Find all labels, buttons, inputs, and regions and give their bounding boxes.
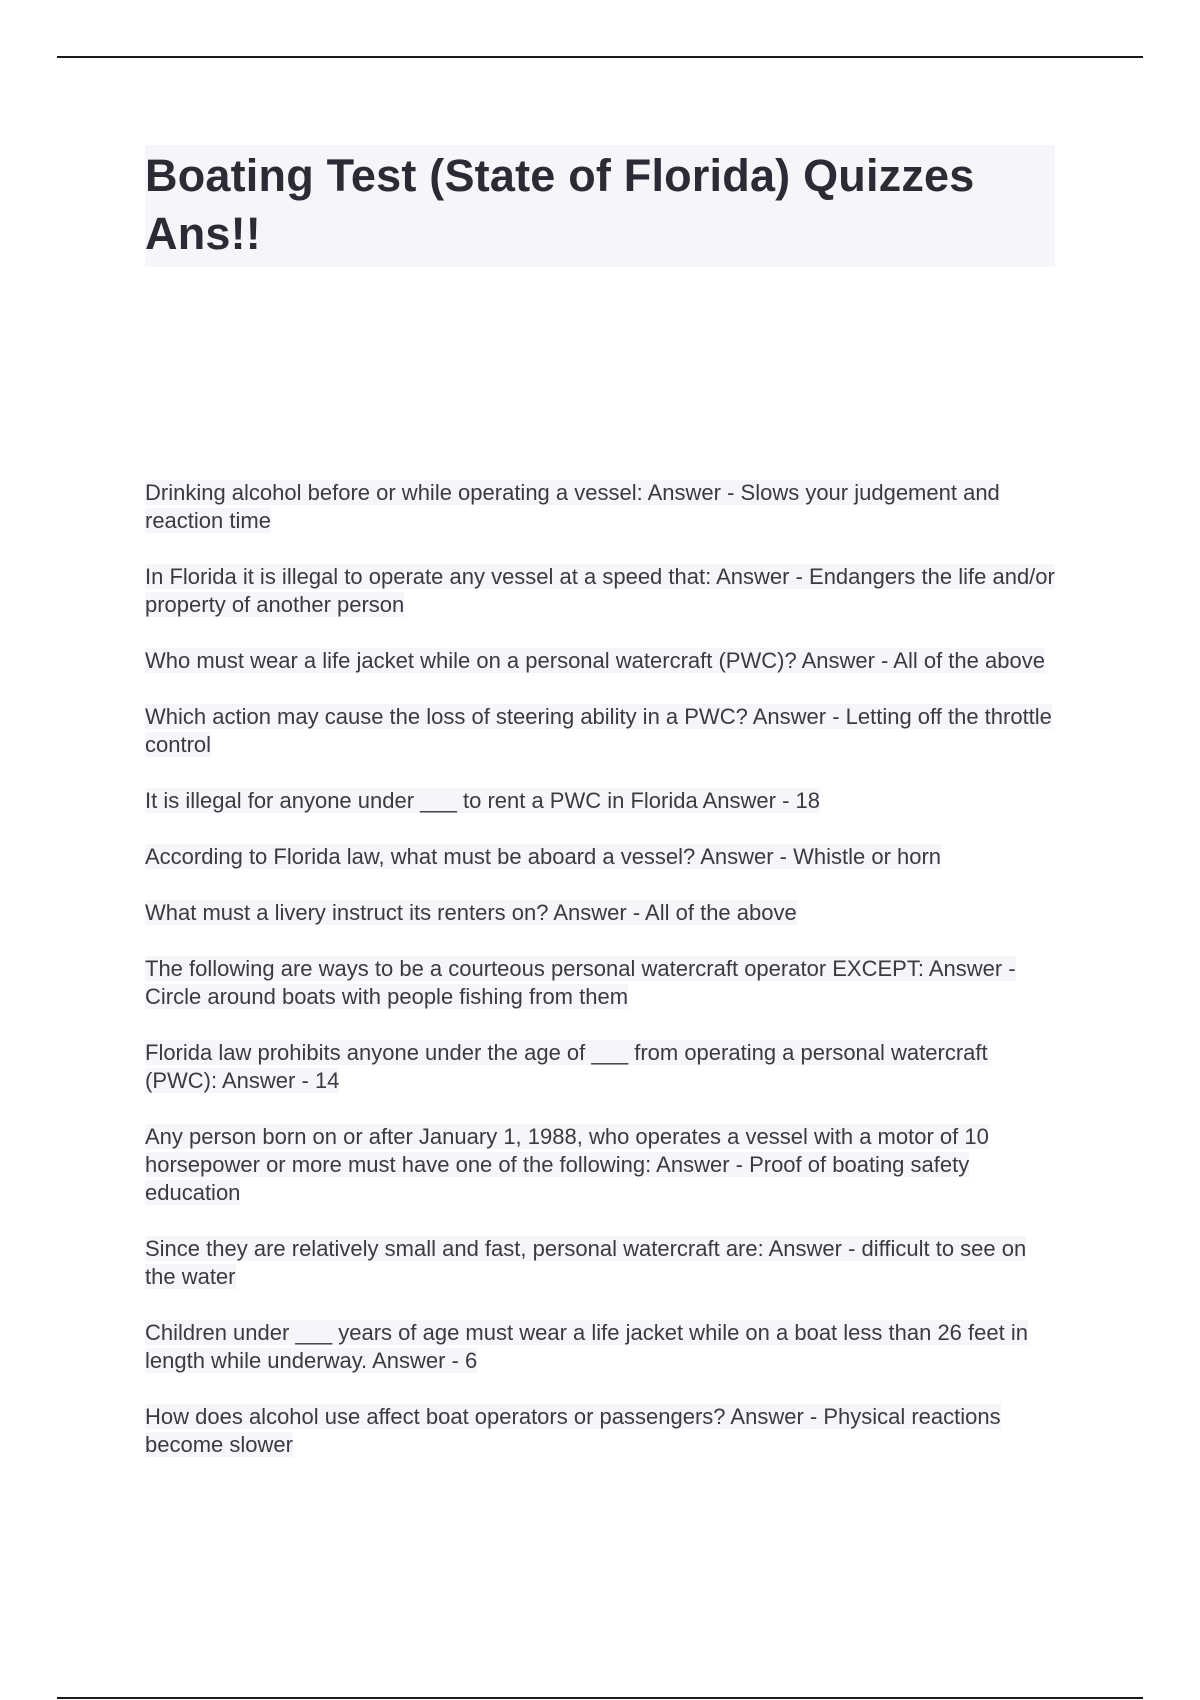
qa-item: [145, 647, 1055, 675]
qa-text: Since they are relatively small and fast, personal watercraft are: Answer - difficult to see on the water: [145, 1236, 1027, 1289]
qa-text: According to Florida law, what must be aboard a vessel? Answer - Whistle or horn: [145, 844, 942, 869]
page-title: Boating Test (State of Florida) Quizzes Ans!!: [145, 150, 975, 259]
qa-text: In Florida it is illegal to operate any vessel at a speed that: Answer - Endangers the life and/or property of another person: [145, 564, 1055, 617]
qa-item: [145, 703, 1055, 759]
qa-item: [145, 479, 1055, 535]
qa-item: [145, 955, 1055, 1011]
qa-text: Which action may cause the loss of steering ability in a PWC? Answer - Letting off the throttle control: [145, 704, 1052, 757]
qa-text: Who must wear a life jacket while on a personal watercraft (PWC)? Answer - All of the above: [145, 648, 1045, 673]
bottom-divider: [57, 1697, 1143, 1699]
qa-item: [145, 899, 1055, 927]
qa-item: [145, 1403, 1055, 1459]
qa-text: Any person born on or after January 1, 1988, who operates a vessel with a motor of 10 horsepower or more must have one of the following: Answer - Proof of boating safety education: [145, 1124, 989, 1205]
qa-item: [145, 563, 1055, 619]
qa-text: It is illegal for anyone under ___ to rent a PWC in Florida Answer - 18: [145, 788, 821, 813]
qa-item: [145, 1235, 1055, 1291]
qa-text: Florida law prohibits anyone under the age of ___ from operating a personal watercraft (PWC): Answer - 14: [145, 1040, 988, 1093]
qa-list: [145, 479, 1055, 1487]
qa-item: [145, 843, 1055, 871]
top-divider: [57, 56, 1143, 58]
title-block: [145, 145, 1055, 267]
qa-text: The following are ways to be a courteous personal watercraft operator EXCEPT: Answer - Circle around boats with people fishing from them: [145, 956, 1016, 1009]
qa-item: [145, 1319, 1055, 1375]
qa-text: Drinking alcohol before or while operating a vessel: Answer - Slows your judgement and reaction time: [145, 480, 1000, 533]
qa-text: What must a livery instruct its renters on? Answer - All of the above: [145, 900, 797, 925]
qa-item: [145, 787, 1055, 815]
qa-item: [145, 1123, 1055, 1207]
qa-text: How does alcohol use affect boat operators or passengers? Answer - Physical reactions become slower: [145, 1404, 1001, 1457]
qa-item: [145, 1039, 1055, 1095]
qa-text: Children under ___ years of age must wear a life jacket while on a boat less than 26 feet in length while underway. Answer - 6: [145, 1320, 1028, 1373]
